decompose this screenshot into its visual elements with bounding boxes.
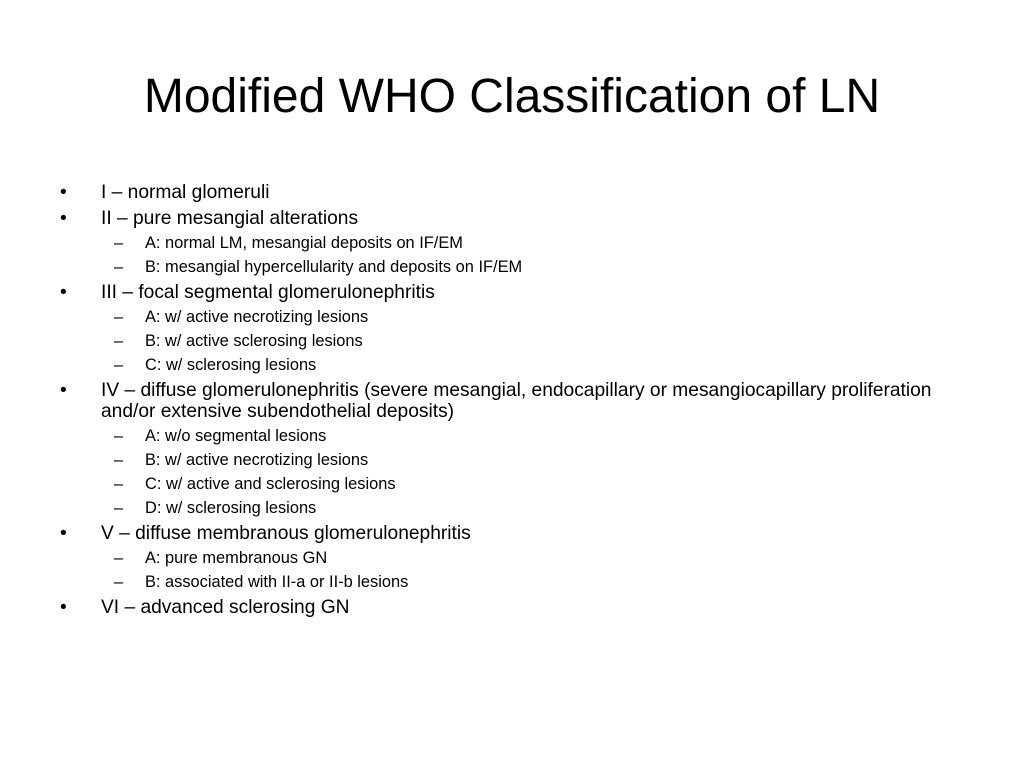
bullet-icon: • [60,208,67,229]
class-item-text: I – normal glomeruli [101,182,270,203]
dash-icon: – [114,549,124,567]
subclass-item-text: B: w/ active sclerosing lesions [145,332,363,350]
class-item-text: III – focal segmental glomerulonephritis [101,282,435,303]
slide-title: Modified WHO Classification of LN [143,70,881,123]
subclass-item [101,307,980,327]
dash-icon: – [114,573,124,591]
subclass-item-text: A: pure membranous GN [145,549,328,567]
subclass-item-text: B: mesangial hypercellularity and deposits on IF/EM [145,258,523,276]
dash-icon: – [114,356,124,374]
bullet-icon: • [60,182,67,203]
class-item [60,597,980,618]
dash-icon: – [114,234,124,252]
class-item [60,523,980,592]
class-item [60,380,980,518]
subclass-item-text: B: w/ active necrotizing lesions [145,451,369,469]
subclass-item [101,498,980,518]
class-item-text: V – diffuse membranous glomerulonephritis [101,523,471,544]
subclass-item [101,331,980,351]
subclass-list [101,426,980,518]
bullet-icon: • [60,380,67,401]
subclass-list [101,548,980,592]
class-item [60,282,980,375]
subclass-item-text: A: w/o segmental lesions [145,427,327,445]
bullet-icon: • [60,597,67,618]
subclass-item-text: A: normal LM, mesangial deposits on IF/EM [145,234,463,252]
subclass-item-text: B: associated with II-a or II-b lesions [145,573,409,591]
dash-icon: – [114,258,124,276]
class-item-text: VI – advanced sclerosing GN [101,597,350,618]
class-item [60,182,980,203]
class-item-text: II – pure mesangial alterations [101,208,359,229]
subclass-item-text: A: w/ active necrotizing lesions [145,308,369,326]
subclass-item [101,548,980,568]
dash-icon: – [114,332,124,350]
subclass-item [101,450,980,470]
dash-icon: – [114,451,124,469]
subclass-item-text: D: w/ sclerosing lesions [145,499,317,517]
class-item-text: IV – diffuse glomerulonephritis (severe mesangial, endocapillary or mesangiocapillary proliferation and/or extensive subendothelial deposits) [101,380,932,422]
subclass-item [101,426,980,446]
subclass-item-text: C: w/ sclerosing lesions [145,356,317,374]
subclass-item [101,355,980,375]
subclass-list [101,233,980,277]
subclass-item [101,257,980,277]
subclass-list [101,307,980,375]
subclass-item [101,572,980,592]
dash-icon: – [114,427,124,445]
subclass-item [101,233,980,253]
class-item [60,208,980,277]
bullet-icon: • [60,282,67,303]
dash-icon: – [114,308,124,326]
subclass-item-text: C: w/ active and sclerosing lesions [145,475,396,493]
bullet-icon: • [60,523,67,544]
dash-icon: – [114,475,124,493]
classification-list [60,182,980,618]
dash-icon: – [114,499,124,517]
subclass-item [101,474,980,494]
